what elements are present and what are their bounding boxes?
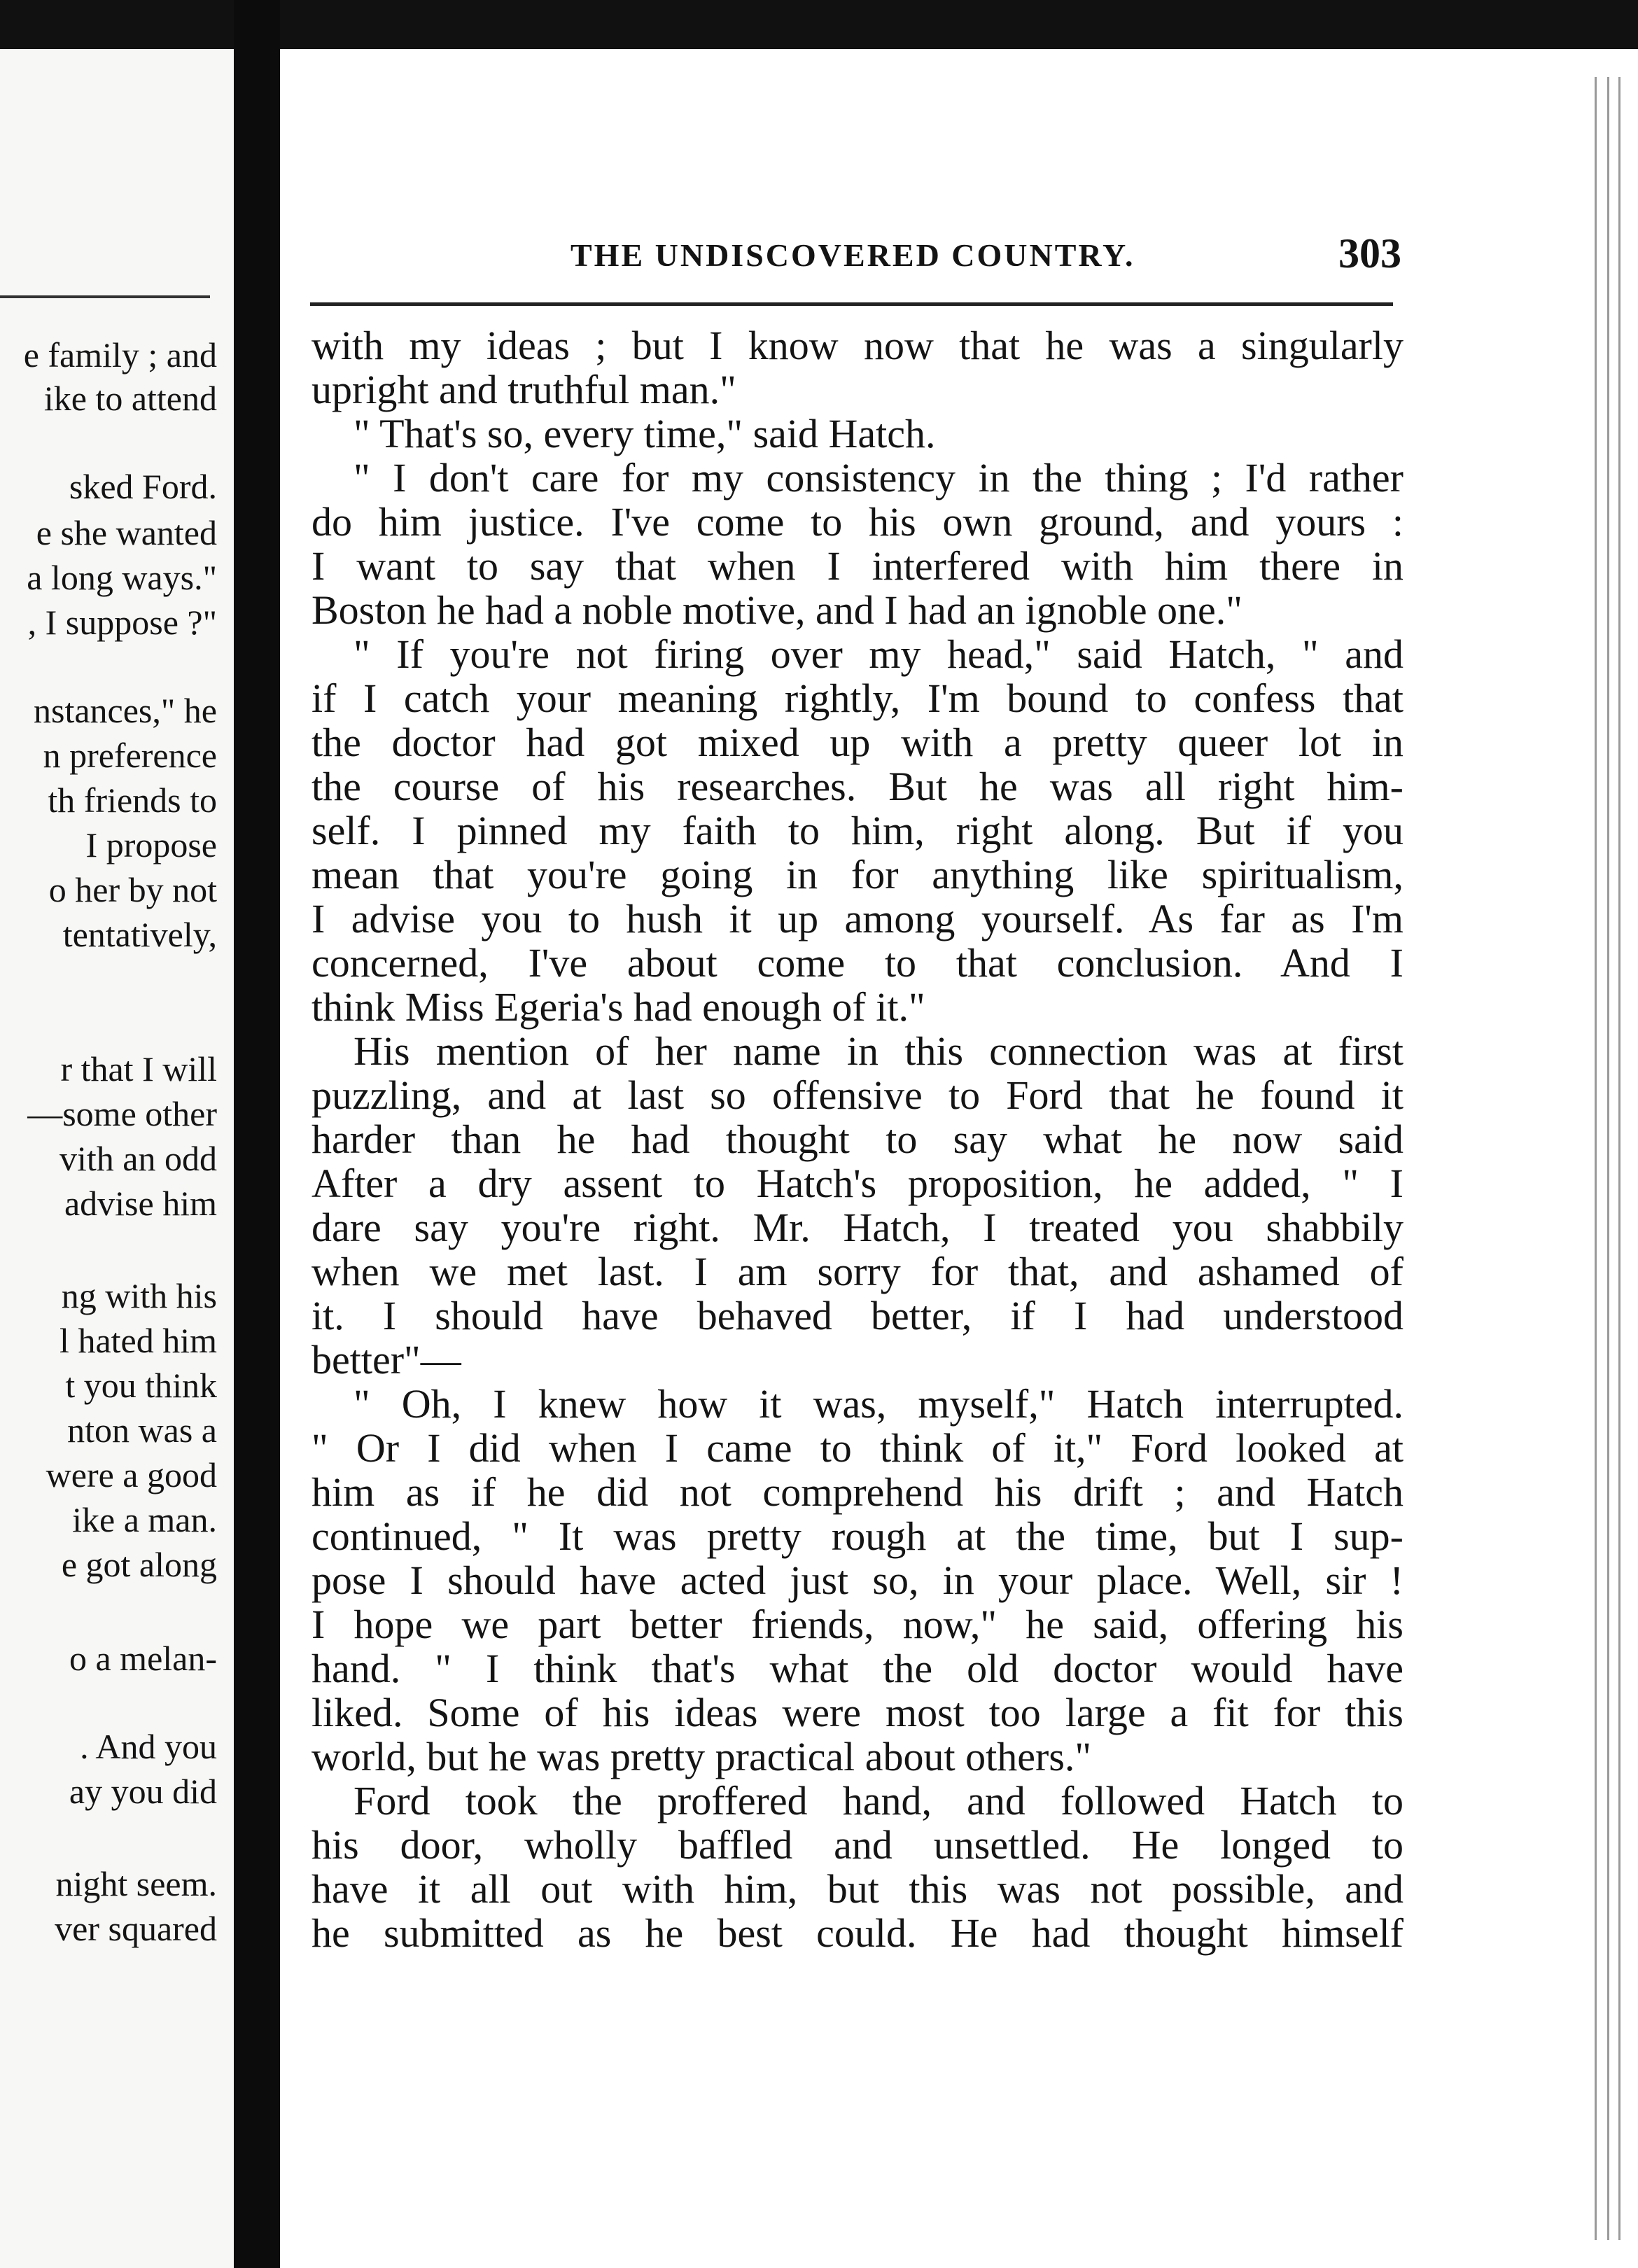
text-line: when we met last. I am sorry for that, and ashamed of: [312, 1249, 1404, 1294]
current-page: [280, 49, 1638, 2268]
text-line: think Miss Egeria's had enough of it.": [312, 984, 925, 1030]
previous-page-line: r that I will: [60, 1049, 217, 1088]
previous-page-line: e got along: [61, 1545, 217, 1584]
previous-page-line: . And you: [80, 1727, 217, 1766]
previous-page-line: e she wanted: [36, 513, 217, 552]
previous-page-line: ike a man.: [72, 1500, 217, 1539]
text-line: do him justice. I've come to his own ground, and yours :: [312, 499, 1404, 545]
text-line: harder than he had thought to say what he now said: [312, 1116, 1404, 1162]
previous-page-line: ng with his: [61, 1276, 217, 1315]
previous-page-line: vith an odd: [59, 1139, 217, 1178]
previous-page-line: o a melan-: [69, 1639, 217, 1678]
page-edge-line: [1618, 77, 1620, 2240]
previous-page-line: advise him: [64, 1184, 217, 1223]
text-line: concerned, I've about come to that conclusion. And I: [312, 940, 1404, 986]
text-line: puzzling, and at last so offensive to Ford that he found it: [312, 1072, 1404, 1118]
previous-page-rule: [0, 295, 210, 298]
text-line: Boston he had a noble motive, and I had an ignoble one.": [312, 587, 1242, 633]
previous-page-line: were a good: [46, 1455, 217, 1494]
text-line: continued, " It was pretty rough at the time, but I sup-: [312, 1513, 1404, 1559]
previous-page-line: , I suppose ?": [27, 603, 217, 642]
text-line: " If you're not firing over my head," said Hatch, " and: [354, 631, 1404, 677]
page-edge-line: [1607, 77, 1609, 2240]
text-line: After a dry assent to Hatch's proposition, he added, " I: [312, 1161, 1404, 1206]
text-line: dare say you're right. Mr. Hatch, I treated you shabbily: [312, 1205, 1404, 1250]
text-line: the course of his researches. But he was all right him-: [312, 764, 1404, 809]
previous-page-line: sked Ford.: [69, 467, 217, 506]
text-line: him as if he did not comprehend his drift ; and Hatch: [312, 1469, 1404, 1515]
previous-page-fragment: [0, 49, 234, 2268]
book-spine-shadow: [234, 0, 280, 2268]
previous-page-line: t you think: [65, 1366, 217, 1405]
text-line: " Oh, I knew how it was, myself," Hatch interrupted.: [354, 1381, 1404, 1427]
text-line: I want to say that when I interfered with him there in: [312, 543, 1404, 589]
previous-page-line: I propose: [85, 825, 217, 864]
previous-page-line: o her by not: [48, 870, 217, 909]
text-line: mean that you're going in for anything like spiritualism,: [312, 852, 1404, 897]
text-line: have it all out with him, but this was not possible, and: [312, 1866, 1404, 1912]
text-line: liked. Some of his ideas were most too large a fit for this: [312, 1690, 1404, 1735]
text-line: world, but he was pretty practical about others.": [312, 1734, 1092, 1779]
text-line: the doctor had got mixed up with a pretty queer lot in: [312, 720, 1404, 765]
text-line: if I catch your meaning rightly, I'm bound to confess that: [312, 676, 1404, 721]
text-line: " Or I did when I came to think of it," Ford looked at: [312, 1425, 1404, 1471]
previous-page-line: e family ; and: [23, 335, 217, 374]
text-line: self. I pinned my faith to him, right along. But if you: [312, 808, 1404, 853]
text-line: better"—: [312, 1337, 461, 1382]
text-line: His mention of her name in this connection was at first: [354, 1028, 1404, 1074]
text-line: Ford took the proffered hand, and followed Hatch to: [354, 1778, 1404, 1823]
running-head: THE UNDISCOVERED COUNTRY.: [570, 237, 1135, 273]
previous-page-line: night seem.: [55, 1864, 217, 1903]
previous-page-line: th friends to: [48, 780, 217, 820]
previous-page-line: ver squared: [55, 1909, 217, 1948]
text-line: with my ideas ; but I know now that he was a singularly: [312, 323, 1404, 368]
page-number: 303: [1338, 230, 1401, 276]
previous-page-line: tentatively,: [62, 915, 217, 954]
previous-page-line: —some other: [27, 1094, 217, 1133]
text-line: it. I should have behaved better, if I had understood: [312, 1293, 1404, 1338]
header-rule: [310, 302, 1393, 306]
text-line: pose I should have acted just so, in your place. Well, sir !: [312, 1558, 1404, 1603]
text-line: I advise you to hush it up among yourself. As far as I'm: [312, 896, 1404, 941]
text-line: he submitted as he best could. He had thought himself: [312, 1910, 1404, 1956]
text-line: " That's so, every time," said Hatch.: [354, 411, 936, 456]
previous-page-line: a long ways.": [27, 558, 217, 597]
previous-page-line: nstances," he: [34, 691, 217, 730]
body-text: [312, 323, 1404, 1955]
previous-page-line: ike to attend: [43, 379, 217, 418]
previous-page-line: nton was a: [67, 1410, 217, 1450]
text-line: his door, wholly baffled and unsettled. He longed to: [312, 1822, 1404, 1868]
text-line: I hope we part better friends, now," he said, offering his: [312, 1602, 1404, 1647]
text-line: " I don't care for my consistency in the thing ; I'd rather: [354, 455, 1404, 500]
text-line: hand. " I think that's what the old doctor would have: [312, 1646, 1404, 1691]
text-line: upright and truthful man.": [312, 367, 736, 412]
page-edge-line: [1595, 77, 1597, 2240]
previous-page-line: n preference: [43, 736, 217, 775]
previous-page-line: l hated him: [59, 1321, 217, 1360]
previous-page-line: ay you did: [69, 1772, 217, 1811]
